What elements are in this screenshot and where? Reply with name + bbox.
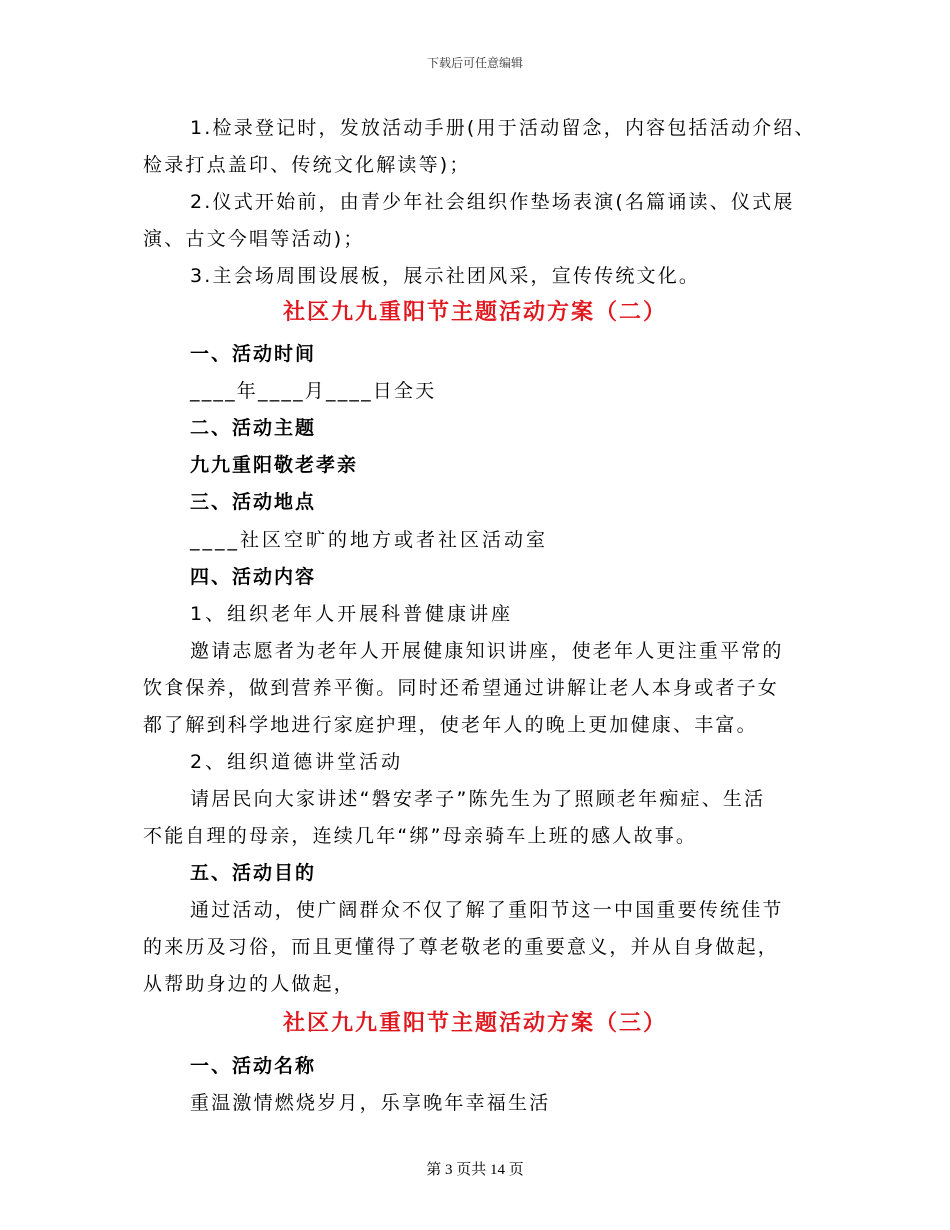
section-heading: 五、活动目的 [190,862,317,884]
paragraph-line: ____年____月____日全天 [190,380,437,402]
section-heading: 四、活动内容 [190,566,317,588]
paragraph-line: 通过活动，使广阔群众不仅了解了重阳节这一中国重要传统佳节 [190,899,784,921]
section-heading: 二、活动主题 [190,417,317,439]
paragraph-line: 的来历及习俗，而且更懂得了尊老敬老的重要意义，并从自身做起， [143,936,780,958]
paragraph-line: 2.仪式开始前，由青少年社会组织作垫场表演(名篇诵读、仪式展 [190,191,795,213]
section-heading: 三、活动地点 [190,491,317,513]
paragraph-line: 检录打点盖印、传统文化解读等)； [143,154,471,176]
section-heading: 一、活动名称 [190,1055,317,1077]
paragraph-line: 都了解到科学地进行家庭护理，使老年人的晚上更加健康、丰富。 [143,714,758,736]
paragraph-line: 1.检录登记时，发放活动手册(用于活动留念，内容包括活动介绍、 [190,117,816,139]
paragraph-line: 请居民向大家讲述“磐安孝子”陈先生为了照顾老年痴症、生活 [190,788,766,810]
subheading: 2、组织道德讲堂活动 [190,751,404,773]
subheading: 1、组织老年人开展科普健康讲座 [190,603,514,625]
paragraph-line: ____社区空旷的地方或者社区活动室 [190,529,549,551]
paragraph-line: 邀请志愿者为老年人开展健康知识讲座，使老年人更注重平常的 [190,640,784,662]
paragraph-line: 重温激情燃烧岁月，乐享晚年幸福生活 [190,1092,551,1114]
paragraph-line: 从帮助身边的人做起， [143,973,356,995]
paragraph-line: 饮食保养，做到营养平衡。同时还希望通过讲解让老人本身或者子女 [143,677,780,699]
section-title: 社区九九重阳节主题活动方案（三） [282,1011,667,1036]
page-header: 下载后可任意编辑 [426,56,523,70]
paragraph-line: 演、古文今唱等活动)； [143,228,365,250]
page-footer: 第 3 页共 14 页 [426,1162,524,1178]
section-title: 社区九九重阳节主题活动方案（二） [282,300,667,325]
paragraph-line: 不能自理的母亲，连续几年“绑”母亲骑车上班的感人故事。 [143,825,698,847]
theme-text: 九九重阳敬老孝亲 [190,454,359,476]
section-heading: 一、活动时间 [190,343,317,365]
paragraph-line: 3.主会场周围设展板，展示社团风采，宣传传统文化。 [190,265,701,287]
